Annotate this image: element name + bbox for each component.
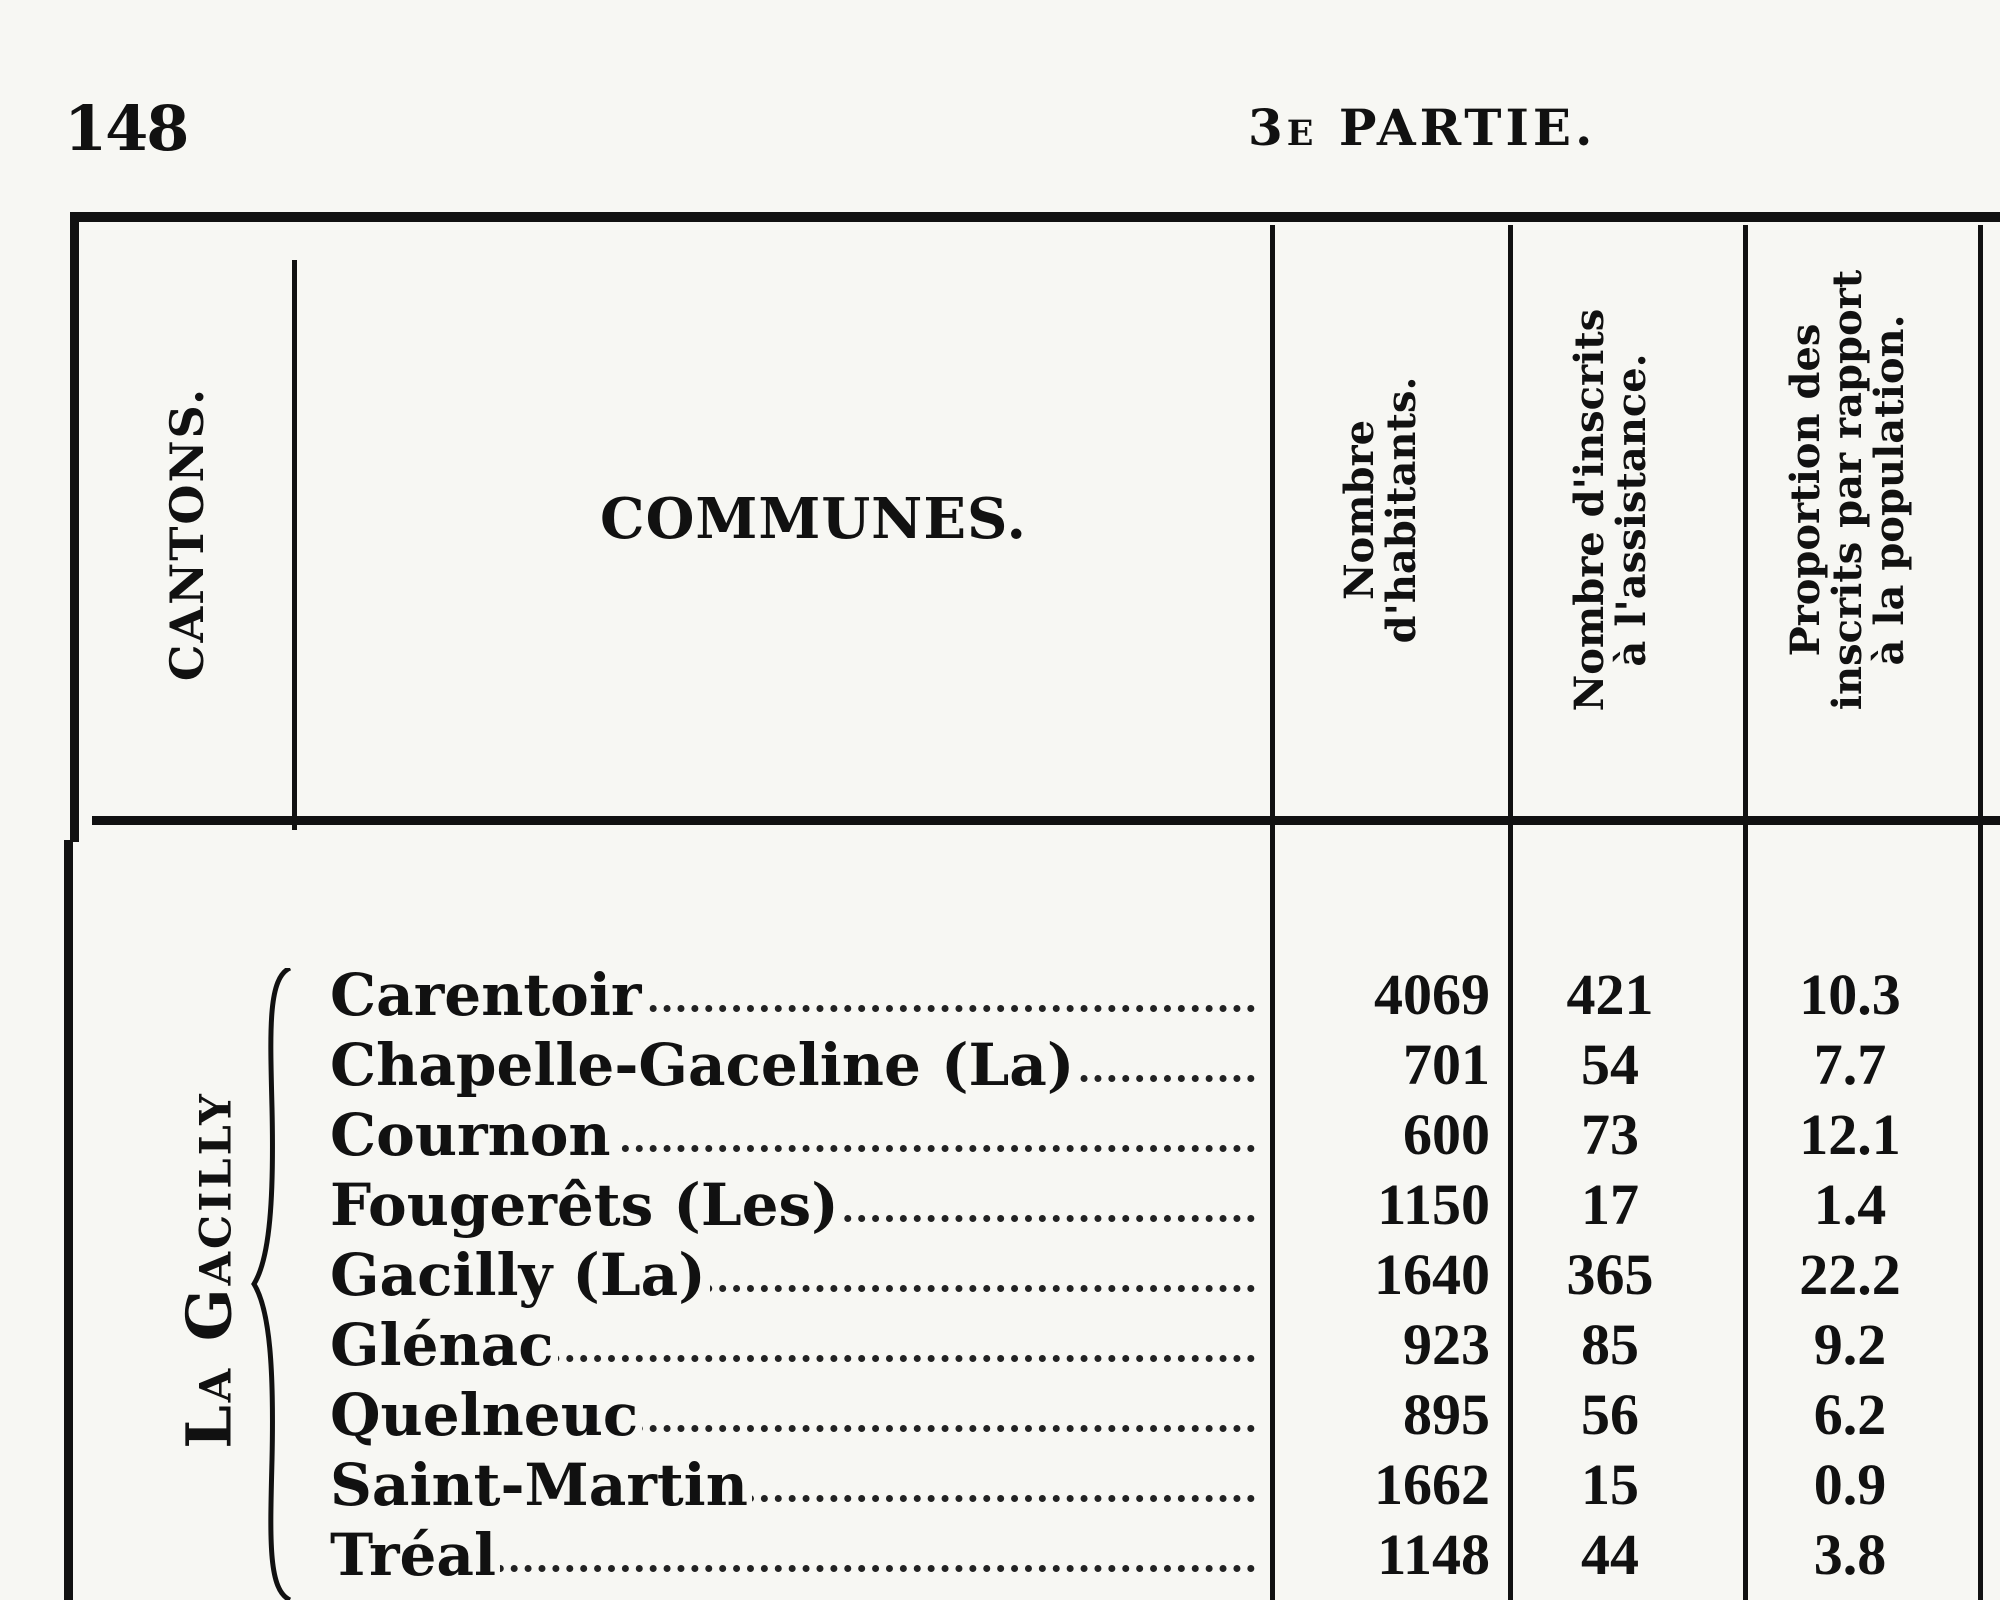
commune-cell bbox=[330, 1240, 1255, 1310]
proportion-cell: 7.7 bbox=[1813, 1032, 1887, 1097]
proportion-cell: 10.3 bbox=[1799, 962, 1901, 1027]
habitants-cell: 600 bbox=[1403, 1102, 1490, 1167]
part-title: 3e PARTIE. bbox=[1248, 98, 1597, 157]
inscrits-cell: 54 bbox=[1581, 1032, 1639, 1097]
header-proportion: Proportion des inscrits par rapport à la population. bbox=[1782, 269, 1913, 711]
commune-cell bbox=[330, 960, 1255, 1030]
commune-name: Cournon bbox=[330, 1101, 615, 1169]
habitants-cell: 923 bbox=[1403, 1312, 1490, 1377]
commune-name: Glénac bbox=[330, 1311, 558, 1379]
inscrits-cell: 56 bbox=[1581, 1382, 1639, 1447]
table-row bbox=[0, 1100, 2000, 1170]
table-row bbox=[0, 1240, 2000, 1310]
table-top-rule bbox=[70, 212, 2000, 222]
habitants-cell: 701 bbox=[1403, 1032, 1490, 1097]
header-nombre-habitants: Nombre d'habitants. bbox=[1336, 376, 1425, 644]
commune-name: Gacilly (La) bbox=[330, 1241, 710, 1309]
header-nombre-inscrits: Nombre d'inscrits à l'assistance. bbox=[1566, 308, 1655, 712]
header-communes: COMMUNES. bbox=[600, 486, 1027, 552]
commune-name: Chapelle-Gaceline (La) bbox=[330, 1031, 1078, 1099]
inscrits-cell: 15 bbox=[1581, 1452, 1639, 1517]
commune-name: Saint-Martin bbox=[330, 1451, 752, 1519]
proportion-cell: 1.4 bbox=[1813, 1172, 1887, 1237]
table-row bbox=[0, 1520, 2000, 1590]
table-row bbox=[0, 1310, 2000, 1380]
habitants-cell: 1150 bbox=[1377, 1172, 1490, 1237]
commune-name: Carentoir bbox=[330, 961, 645, 1029]
commune-cell bbox=[330, 1100, 1255, 1170]
proportion-cell: 9.2 bbox=[1813, 1312, 1887, 1377]
proportion-cell: 12.1 bbox=[1799, 1102, 1901, 1167]
column-rule-cantons bbox=[292, 260, 297, 830]
table-row bbox=[0, 960, 2000, 1030]
habitants-cell: 4069 bbox=[1374, 962, 1490, 1027]
inscrits-cell: 85 bbox=[1581, 1312, 1639, 1377]
proportion-cell: 6.2 bbox=[1813, 1382, 1887, 1447]
header-cantons: CANTONS. bbox=[159, 386, 214, 682]
inscrits-cell: 44 bbox=[1581, 1522, 1639, 1587]
commune-cell bbox=[330, 1520, 1255, 1590]
table-row bbox=[0, 1380, 2000, 1450]
habitants-cell: 1148 bbox=[1377, 1522, 1490, 1587]
commune-cell bbox=[330, 1380, 1255, 1450]
commune-cell bbox=[330, 1030, 1255, 1100]
inscrits-cell: 73 bbox=[1581, 1102, 1639, 1167]
canton-name: La Gacilly bbox=[172, 1091, 246, 1449]
inscrits-cell: 17 bbox=[1581, 1172, 1639, 1237]
commune-name: Quelneuc bbox=[330, 1381, 642, 1449]
table-row bbox=[0, 1030, 2000, 1100]
table-row bbox=[0, 1170, 2000, 1240]
table-left-rule bbox=[70, 212, 79, 842]
commune-cell bbox=[330, 1310, 1255, 1380]
inscrits-cell: 365 bbox=[1566, 1242, 1654, 1307]
page-number: 148 bbox=[64, 92, 188, 165]
commune-cell bbox=[330, 1170, 1255, 1240]
commune-name: Tréal bbox=[330, 1521, 500, 1589]
inscrits-cell: 421 bbox=[1566, 962, 1654, 1027]
habitants-cell: 1662 bbox=[1374, 1452, 1490, 1517]
commune-name: Fougerêts (Les) bbox=[330, 1171, 843, 1239]
proportion-cell: 3.8 bbox=[1813, 1522, 1887, 1587]
proportion-cell: 0.9 bbox=[1813, 1452, 1887, 1517]
table-row bbox=[0, 1450, 2000, 1520]
header-bottom-rule bbox=[92, 816, 2000, 825]
habitants-cell: 1640 bbox=[1374, 1242, 1490, 1307]
habitants-cell: 895 bbox=[1403, 1382, 1490, 1447]
commune-cell bbox=[330, 1450, 1255, 1520]
proportion-cell: 22.2 bbox=[1799, 1242, 1901, 1307]
